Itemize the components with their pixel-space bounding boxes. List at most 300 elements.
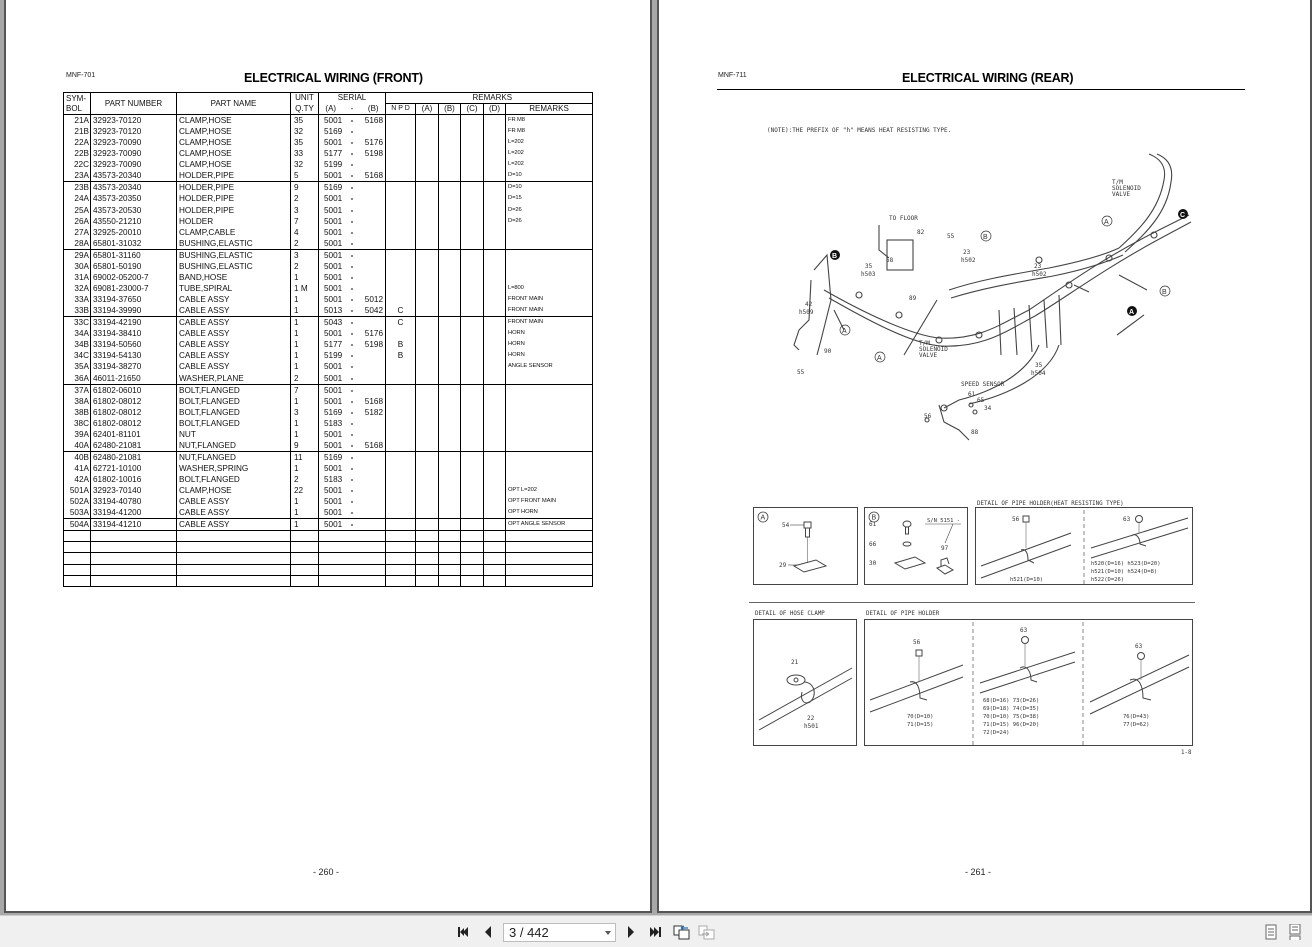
part-number-cell: 65801-31032 [91, 238, 177, 250]
part-name-cell: CABLE ASSY [177, 507, 291, 519]
pipe-holder-set-icon [865, 620, 1194, 747]
remark-c-cell [461, 451, 484, 463]
empty-cell [484, 542, 506, 553]
empty-cell [64, 575, 91, 586]
serial-dash-cell: - [350, 429, 354, 439]
remark-c-cell [461, 463, 484, 474]
serial-b-cell: 5176 [362, 328, 386, 339]
header-serial-dash: - [343, 104, 362, 115]
part-name-cell: CLAMP,HOSE [177, 148, 291, 159]
remarks-cell: FRONT MAIN [506, 294, 593, 305]
bracket-bolt-icon [865, 508, 969, 586]
part-name-cell: WASHER,PLANE [177, 373, 291, 385]
remark-d-cell [484, 182, 506, 194]
part-number-cell: 43550-21210 [91, 216, 177, 227]
remark-a-cell [416, 384, 439, 396]
serial-dash-cell: - [350, 508, 354, 518]
serial-b-cell [362, 373, 386, 385]
empty-cell [362, 542, 386, 553]
part-name-cell: HOLDER,PIPE [177, 204, 291, 215]
remarks-cell [506, 440, 593, 452]
serial-b-cell [362, 451, 386, 463]
remark-c-cell [461, 115, 484, 127]
npd-cell [386, 294, 416, 305]
npd-cell [386, 440, 416, 452]
part-name-cell: CABLE ASSY [177, 519, 291, 531]
serial-b-cell [362, 350, 386, 361]
remark-d-cell [484, 474, 506, 485]
svg-text:63: 63 [1123, 516, 1131, 523]
header-qty: Q.TY [291, 104, 319, 115]
chevron-down-icon[interactable] [605, 931, 611, 935]
remark-c-cell [461, 261, 484, 272]
next-page-icon [623, 924, 639, 940]
empty-cell [291, 542, 319, 553]
serial-a-cell: 5001 [319, 507, 343, 519]
empty-cell [506, 531, 593, 542]
serial-b-cell [362, 272, 386, 283]
table-row [64, 507, 593, 519]
next-view-button[interactable] [698, 924, 716, 940]
page-number: - 261 - [965, 867, 992, 877]
remark-b-cell [439, 159, 461, 170]
empty-cell [439, 542, 461, 553]
remark-c-cell [461, 148, 484, 159]
part-name-cell: WASHER,SPRING [177, 463, 291, 474]
part-number-cell: 32923-70140 [91, 485, 177, 496]
serial-b-cell [362, 429, 386, 440]
remark-a-cell [416, 474, 439, 485]
serial-dash-cell: - [350, 295, 354, 305]
svg-text:97: 97 [941, 545, 949, 552]
npd-cell [386, 373, 416, 385]
remark-d-cell [484, 216, 506, 227]
npd-cell [386, 272, 416, 283]
remark-a-cell [416, 204, 439, 215]
symbol-cell: 28A [64, 238, 91, 250]
svg-text:69(D=18) 74(D=35): 69(D=18) 74(D=35) [983, 706, 1040, 712]
part-name-cell: CABLE ASSY [177, 328, 291, 339]
remark-b-cell [439, 216, 461, 227]
npd-cell [386, 238, 416, 250]
serial-a-cell: 5001 [319, 283, 343, 294]
remark-b-cell [439, 339, 461, 350]
page-260 [4, 0, 652, 913]
last-page-button[interactable] [648, 924, 664, 940]
remark-c-cell [461, 350, 484, 361]
svg-text:76(D=43): 76(D=43) [1123, 714, 1150, 720]
svg-text:70(D=10) 75(D=38): 70(D=10) 75(D=38) [983, 714, 1040, 720]
table-row [64, 137, 593, 148]
remark-b-cell [439, 170, 461, 182]
empty-cell [362, 564, 386, 575]
empty-cell [91, 553, 177, 564]
empty-cell [416, 542, 439, 553]
remark-a-cell [416, 294, 439, 305]
previous-page-button[interactable] [480, 924, 496, 940]
empty-cell [461, 542, 484, 553]
remark-a-cell [416, 193, 439, 204]
figure-note: (NOTE):THE PREFIX OF "h" MEANS HEAT RESISTING TYPE. [767, 127, 952, 134]
empty-cell [484, 564, 506, 575]
serial-dash-cell: - [350, 160, 354, 170]
empty-cell [461, 531, 484, 542]
remark-c-cell [461, 126, 484, 137]
quantity-cell: 32 [291, 159, 319, 170]
serial-dash-cell: - [350, 283, 354, 293]
empty-cell [177, 553, 291, 564]
serial-a-cell: 5183 [319, 474, 343, 485]
svg-text:h520(D=16) h523(D=20): h520(D=16) h523(D=20) [1091, 561, 1161, 567]
empty-cell [386, 564, 416, 575]
quantity-cell: 1 [291, 463, 319, 474]
serial-b-cell: 5168 [362, 440, 386, 452]
serial-a-cell: 5001 [319, 496, 343, 507]
remark-c-cell [461, 294, 484, 305]
table-row [64, 249, 593, 261]
next-page-button[interactable] [623, 924, 639, 940]
remarks-cell: HORN [506, 328, 593, 339]
serial-b-cell [362, 227, 386, 238]
heat-pipe-holder-title: DETAIL OF PIPE HOLDER(HEAT RESISTING TYPE) [977, 501, 1124, 507]
npd-cell: B [386, 339, 416, 350]
remark-c-cell [461, 339, 484, 350]
remarks-cell [506, 407, 593, 418]
remark-d-cell [484, 283, 506, 294]
svg-text:h504: h504 [1031, 370, 1046, 377]
table-row [64, 361, 593, 372]
svg-text:68(D=16) 73(D=26): 68(D=16) 73(D=26) [983, 698, 1040, 704]
first-page-button[interactable] [455, 924, 471, 940]
previous-view-icon [673, 924, 691, 940]
serial-dash-cell: - [350, 171, 354, 181]
part-number-cell: 69002-05200-7 [91, 272, 177, 283]
serial-a-cell: 5001 [319, 328, 343, 339]
empty-cell [416, 564, 439, 575]
remark-c-cell [461, 317, 484, 329]
quantity-cell: 9 [291, 440, 319, 452]
figure-reference: 1-8 [1181, 750, 1192, 756]
remark-c-cell [461, 272, 484, 283]
quantity-cell: 2 [291, 261, 319, 272]
serial-dash-cell: - [350, 475, 354, 485]
part-name-cell: CLAMP,HOSE [177, 126, 291, 137]
part-name-cell: BOLT,FLANGED [177, 407, 291, 418]
remark-d-cell [484, 440, 506, 452]
symbol-cell: 36A [64, 373, 91, 385]
npd-cell [386, 137, 416, 148]
remark-b-cell [439, 148, 461, 159]
empty-cell [91, 531, 177, 542]
npd-cell [386, 126, 416, 137]
part-name-cell: BUSHING,ELASTIC [177, 261, 291, 272]
empty-cell [439, 575, 461, 586]
svg-text:71(D=15) 96(D=20): 71(D=15) 96(D=20) [983, 722, 1040, 728]
npd-cell [386, 115, 416, 127]
empty-cell [386, 531, 416, 542]
npd-cell [386, 485, 416, 496]
remark-c-cell [461, 137, 484, 148]
svg-text:61: 61 [968, 391, 976, 398]
serial-a-cell: 5169 [319, 182, 343, 194]
serial-dash-cell: - [350, 272, 354, 282]
part-name-cell: NUT,FLANGED [177, 440, 291, 452]
quantity-cell: 7 [291, 384, 319, 396]
empty-cell [291, 564, 319, 575]
symbol-cell: 38C [64, 418, 91, 429]
part-number-cell: 46011-21650 [91, 373, 177, 385]
quantity-cell: 1 [291, 305, 319, 317]
empty-cell [386, 575, 416, 586]
detail-pipe-holder [864, 619, 1193, 746]
remarks-cell: HORN [506, 339, 593, 350]
remark-c-cell [461, 170, 484, 182]
empty-cell [461, 564, 484, 575]
part-number-cell: 61802-10016 [91, 474, 177, 485]
serial-b-cell [362, 182, 386, 194]
remarks-cell [506, 261, 593, 272]
serial-a-cell: 5001 [319, 429, 343, 440]
remark-c-cell [461, 440, 484, 452]
serial-b-cell [362, 361, 386, 372]
svg-text:35: 35 [1035, 362, 1043, 369]
remarks-cell [506, 384, 593, 396]
part-number-cell: 33194-42190 [91, 317, 177, 329]
serial-dash-cell: - [343, 451, 362, 463]
part-name-cell: BUSHING,ELASTIC [177, 238, 291, 250]
svg-text:55: 55 [797, 369, 805, 376]
header-rem-d: (D) [484, 104, 506, 115]
header-part-name: PART NAME [177, 93, 291, 115]
symbol-cell: 38A [64, 396, 91, 407]
serial-b-cell [362, 216, 386, 227]
empty-cell [291, 553, 319, 564]
table-row [64, 350, 593, 361]
part-number-cell: 33194-54130 [91, 350, 177, 361]
continuous-view-button[interactable] [1288, 924, 1302, 940]
page-number-field[interactable] [503, 923, 616, 942]
remarks-cell [506, 272, 593, 283]
remark-a-cell [416, 361, 439, 372]
pipe-holder-title: DETAIL OF PIPE HOLDER [866, 611, 940, 617]
serial-b-cell [362, 261, 386, 272]
serial-a-cell: 5183 [319, 418, 343, 429]
part-number-cell: 61802-08012 [91, 418, 177, 429]
npd-cell [386, 328, 416, 339]
remark-a-cell [416, 227, 439, 238]
part-number-cell: 33194-40780 [91, 496, 177, 507]
header-rem-b: (B) [439, 104, 461, 115]
part-name-cell: CABLE ASSY [177, 361, 291, 372]
title-rule [717, 89, 1245, 90]
remark-c-cell [461, 249, 484, 261]
empty-cell [439, 531, 461, 542]
part-number-cell: 62480-21081 [91, 440, 177, 452]
part-name-cell: BOLT,FLANGED [177, 418, 291, 429]
serial-a-cell: 5169 [319, 451, 343, 463]
quantity-cell: 1 [291, 317, 319, 329]
remark-b-cell [439, 463, 461, 474]
quantity-cell: 3 [291, 204, 319, 215]
symbol-cell: 35A [64, 361, 91, 372]
part-number-cell: 69081-23000-7 [91, 283, 177, 294]
serial-a-cell: 5001 [319, 373, 343, 385]
serial-b-cell [362, 249, 386, 261]
svg-text:58: 58 [886, 257, 894, 264]
empty-cell [484, 575, 506, 586]
npd-cell [386, 451, 416, 463]
remark-d-cell [484, 507, 506, 519]
serial-dash-cell: - [350, 194, 354, 204]
serial-dash-cell: - [350, 306, 354, 316]
empty-cell [319, 575, 343, 586]
remark-c-cell [461, 159, 484, 170]
quantity-cell: 22 [291, 485, 319, 496]
quantity-cell: 5 [291, 170, 319, 182]
remark-a-cell [416, 305, 439, 317]
serial-a-cell: 5001 [319, 519, 343, 531]
npd-cell [386, 227, 416, 238]
npd-cell [386, 204, 416, 215]
single-page-view-button[interactable] [1264, 924, 1278, 940]
serial-dash-cell: - [350, 216, 354, 226]
part-name-cell: CABLE ASSY [177, 317, 291, 329]
empty-cell [177, 575, 291, 586]
symbol-cell: 41A [64, 463, 91, 474]
serial-dash-cell: - [350, 329, 354, 339]
detail-hose-clamp [753, 619, 857, 746]
remark-a-cell [416, 148, 439, 159]
previous-view-button[interactable] [673, 924, 691, 940]
symbol-cell: 22A [64, 137, 91, 148]
symbol-cell: 23A [64, 170, 91, 182]
symbol-cell: 40B [64, 451, 91, 463]
header-serial-a: (A) [319, 104, 343, 115]
serial-b-cell: 5168 [362, 396, 386, 407]
remark-a-cell [416, 216, 439, 227]
remark-b-cell [439, 328, 461, 339]
header-serial: SERIAL [319, 93, 386, 104]
serial-a-cell: 5001 [319, 463, 343, 474]
symbol-cell: 31A [64, 272, 91, 283]
remark-d-cell [484, 485, 506, 496]
serial-dash-cell: - [350, 440, 354, 450]
part-number-cell: 33194-39990 [91, 305, 177, 317]
quantity-cell: 2 [291, 193, 319, 204]
svg-text:65: 65 [977, 397, 985, 404]
remark-d-cell [484, 137, 506, 148]
part-name-cell: BAND,HOSE [177, 272, 291, 283]
bolt-clamp-icon [754, 508, 859, 586]
svg-text:B: B [1162, 289, 1167, 296]
npd-cell [386, 159, 416, 170]
serial-b-cell: 5198 [362, 148, 386, 159]
remark-c-cell [461, 485, 484, 496]
remark-b-cell [439, 485, 461, 496]
svg-text:A: A [877, 355, 882, 362]
empty-cell [177, 542, 291, 553]
remark-c-cell [461, 407, 484, 418]
quantity-cell: 1 [291, 429, 319, 440]
part-number-cell: 32923-70090 [91, 148, 177, 159]
empty-cell [506, 542, 593, 553]
empty-cell [91, 575, 177, 586]
remark-b-cell [439, 115, 461, 127]
remark-a-cell [416, 317, 439, 329]
remark-c-cell [461, 507, 484, 519]
hose-clamp-title: DETAIL OF HOSE CLAMP [755, 611, 825, 617]
serial-dash-cell: - [350, 261, 354, 271]
remark-d-cell [484, 339, 506, 350]
npd-cell [386, 519, 416, 531]
header-rem-c: (C) [461, 104, 484, 115]
remark-a-cell [416, 126, 439, 137]
table-row [64, 294, 593, 305]
quantity-cell: 1 [291, 519, 319, 531]
empty-cell [506, 553, 593, 564]
remark-a-cell [416, 115, 439, 127]
part-name-cell: BOLT,FLANGED [177, 384, 291, 396]
svg-text:h502: h502 [1032, 271, 1047, 278]
serial-b-cell [362, 463, 386, 474]
part-number-cell: 33194-38410 [91, 328, 177, 339]
quantity-cell: 1 [291, 507, 319, 519]
table-row [64, 418, 593, 429]
symbol-cell: 34B [64, 339, 91, 350]
quantity-cell: 3 [291, 407, 319, 418]
serial-a-cell: 5199 [319, 350, 343, 361]
table-row [64, 339, 593, 350]
remarks-cell [506, 418, 593, 429]
serial-a-cell: 5043 [319, 317, 343, 329]
serial-a-cell: 5177 [319, 148, 343, 159]
remark-b-cell [439, 317, 461, 329]
serial-a-cell: 5001 [319, 294, 343, 305]
serial-b-cell [362, 204, 386, 215]
remark-b-cell [439, 451, 461, 463]
serial-b-cell [362, 418, 386, 429]
remark-b-cell [439, 182, 461, 194]
serial-b-cell: 5012 [362, 294, 386, 305]
empty-cell [362, 575, 386, 586]
svg-text:A: A [1129, 309, 1135, 316]
remark-d-cell [484, 159, 506, 170]
table-row [64, 396, 593, 407]
remark-a-cell [416, 350, 439, 361]
serial-dash-cell: - [343, 519, 362, 531]
remark-c-cell [461, 238, 484, 250]
symbol-cell: 37A [64, 384, 91, 396]
remark-c-cell [461, 373, 484, 385]
svg-text:23: 23 [963, 249, 971, 256]
quantity-cell: 1 [291, 328, 319, 339]
symbol-cell: 32A [64, 283, 91, 294]
svg-text:35: 35 [865, 263, 873, 270]
detail-a [753, 507, 858, 585]
remark-d-cell [484, 204, 506, 215]
remarks-cell [506, 227, 593, 238]
remark-a-cell [416, 463, 439, 474]
serial-a-cell: 5001 [319, 361, 343, 372]
header-unit: UNIT [291, 93, 319, 104]
continuous-page-icon [1288, 924, 1302, 940]
npd-cell [386, 361, 416, 372]
symbol-cell: 33B [64, 305, 91, 317]
part-number-cell: 43573-20350 [91, 193, 177, 204]
empty-cell [506, 575, 593, 586]
serial-dash-cell: - [350, 396, 354, 406]
remark-c-cell [461, 204, 484, 215]
